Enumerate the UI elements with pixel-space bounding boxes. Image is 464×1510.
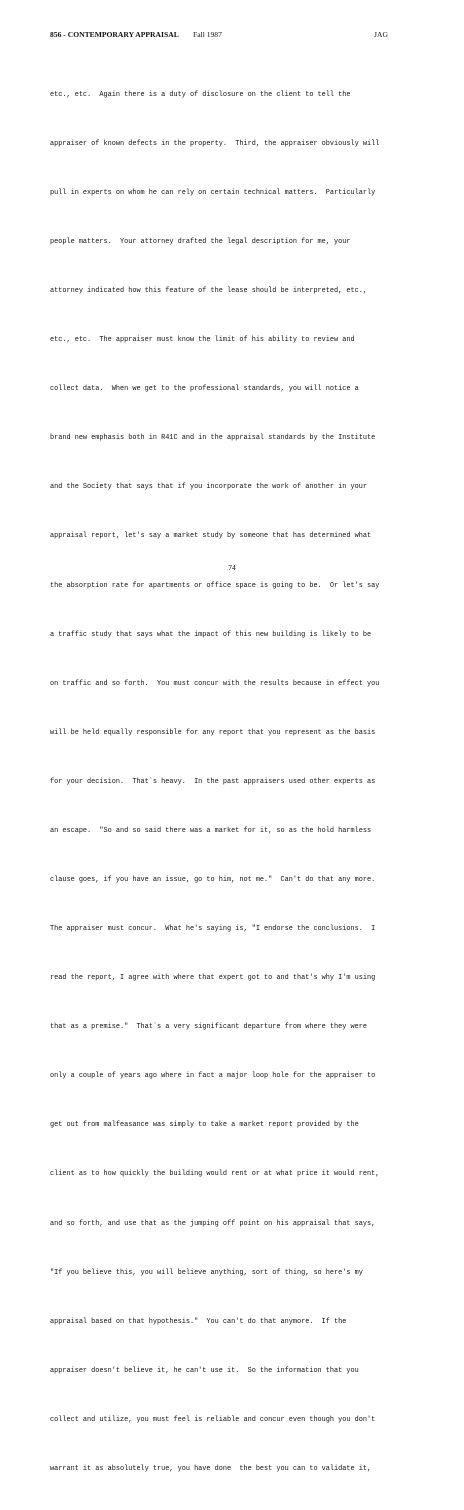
issue-date: Fall 1987 <box>193 30 222 39</box>
text-line: warrant it as absolutely true, you have done the best you can to validate it, <box>50 1464 372 1473</box>
text-line: a traffic study that says what the impact of this new building is likely to be <box>50 630 372 639</box>
text-line: read the report, I agree with where that expert got to and that's why I'm using <box>50 974 376 983</box>
text-line: appraisal based on that hypothesis." You can't do that anymore. If the <box>50 1317 347 1326</box>
text-line: etc., etc. The appraiser must know the limit of his ability to review and <box>50 336 355 345</box>
page-number: 74 <box>228 563 236 572</box>
text-line: and the Society that says that if you incorporate the work of another in your <box>50 483 367 492</box>
text-line: people matters. Your attorney drafted the legal description for me, your <box>50 237 351 246</box>
text-line: attorney indicated how this feature of the lease should be interpreted, etc., <box>50 287 367 296</box>
running-header <box>50 29 420 41</box>
text-line: clause goes, if you have an issue, go to him, not me." Can't do that any more. <box>50 875 376 884</box>
text-line: pull in experts on whom he can rely on certain technical matters. Particularly <box>50 188 376 197</box>
text-line: appraiser doesn't believe it, he can't use it. So the information that you <box>50 1366 359 1375</box>
text-line: collect data. When we get to the professional standards, you will notice a <box>50 385 359 394</box>
text-line: "If you believe this, you will believe anything, sort of thing, so here's my <box>50 1268 363 1277</box>
journal-title: 856 - CONTEMPORARY APPRAISAL <box>50 30 179 39</box>
text-line: that as a premise." That`s a very significant departure from where they were <box>50 1023 367 1032</box>
body-text <box>50 54 420 1510</box>
text-line: get out from malfeasance was simply to take a market report provided by the <box>50 1121 359 1130</box>
text-line: appraisal report, let's say a market study by someone that has determined what <box>50 532 372 541</box>
text-line: The appraiser must concur. What he's saying is, "I endorse the conclusions. I <box>50 925 376 934</box>
text-line: collect and utilize, you must feel is reliable and concur even though you don't <box>50 1415 376 1424</box>
text-line: on traffic and so forth. You must concur with the results because in effect you <box>50 679 380 688</box>
text-line: will be held equally responsible for any report that you represent as the basis <box>50 728 376 737</box>
author-initials: JAG <box>374 30 388 39</box>
text-line: and so forth, and use that as the jumping off point on his appraisal that says, <box>50 1219 376 1228</box>
text-line: etc., etc. Again there is a duty of disclosure on the client to tell the <box>50 90 351 99</box>
text-line: an escape. "So and so said there was a market for it, so as the hold harmless <box>50 826 372 835</box>
text-line: appraiser of known defects in the property. Third, the appraiser obviously will <box>50 139 380 148</box>
text-line: only a couple of years ago where in fact a major loop hole for the appraiser to <box>50 1072 376 1081</box>
text-line: brand new emphasis both in R41C and in the appraisal standards by the Institute <box>50 434 376 443</box>
text-line: for your decision. That`s heavy. In the past appraisers used other experts as <box>50 777 376 786</box>
text-line: client as to how quickly the building would rent or at what price it would rent, <box>50 1170 380 1179</box>
text-line: the absorption rate for apartments or office space is going to be. Or let's say <box>50 581 380 590</box>
